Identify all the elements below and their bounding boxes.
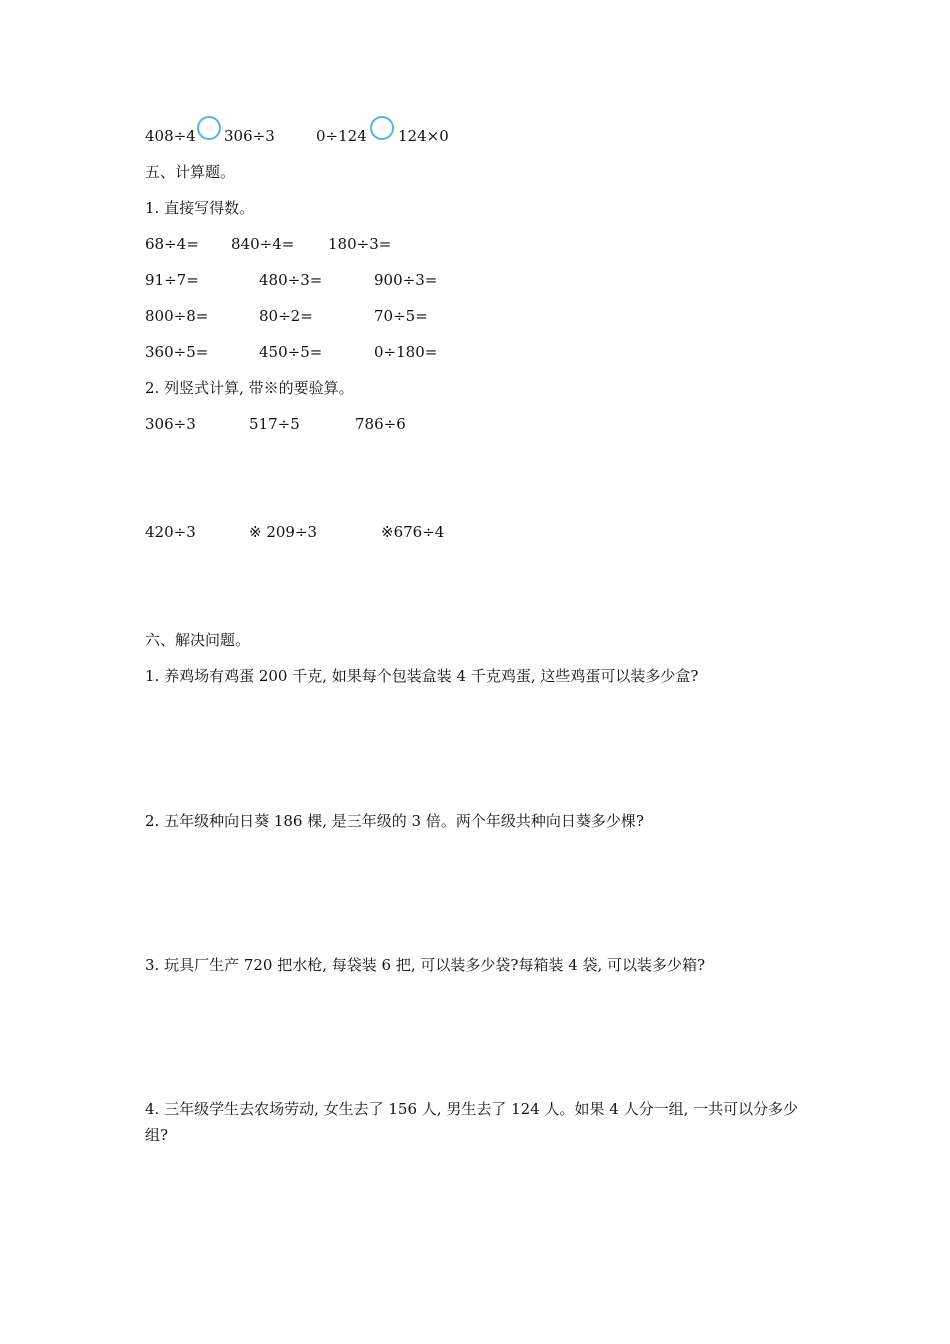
q2-item: ※ 209÷3 xyxy=(249,523,318,541)
q1-item: 80÷2= xyxy=(259,307,313,325)
q1-item: 68÷4= xyxy=(145,235,199,253)
section-5-title: 五、计算题。 xyxy=(145,163,236,181)
problem-3: 3. 玩具厂生产 720 把水枪, 每袋装 6 把, 可以装多少袋?每箱装 4 袋, 可以装多少箱? xyxy=(145,956,706,974)
problem-2: 2. 五年级种向日葵 186 棵, 是三年级的 3 倍。两个年级共种向日葵多少棵? xyxy=(145,812,644,830)
section-6-title: 六、解决问题。 xyxy=(145,631,251,649)
q1-item: 900÷3= xyxy=(374,271,438,289)
compare-right-2: 124×0 xyxy=(398,127,449,145)
q2-item: 786÷6 xyxy=(355,415,406,433)
q2-title: 2. 列竖式计算, 带※的要验算。 xyxy=(145,379,354,397)
q1-item: 360÷5= xyxy=(145,343,209,361)
q2-item: ※676÷4 xyxy=(381,523,445,541)
q2-item: 306÷3 xyxy=(145,415,196,433)
q1-item: 800÷8= xyxy=(145,307,209,325)
compare-left-2: 0÷124 xyxy=(316,127,367,145)
compare-circle-2[interactable] xyxy=(370,116,394,140)
q2-item: 420÷3 xyxy=(145,523,196,541)
q1-item: 180÷3= xyxy=(328,235,392,253)
q1-title: 1. 直接写得数。 xyxy=(145,199,255,217)
q1-item: 91÷7= xyxy=(145,271,199,289)
q2-item: 517÷5 xyxy=(249,415,300,433)
compare-left-1: 408÷4 xyxy=(145,127,196,145)
q1-item: 840÷4= xyxy=(231,235,295,253)
q1-item: 480÷3= xyxy=(259,271,323,289)
q1-item: 70÷5= xyxy=(374,307,428,325)
compare-circle-1[interactable] xyxy=(197,116,221,140)
q1-item: 0÷180= xyxy=(374,343,438,361)
q1-item: 450÷5= xyxy=(259,343,323,361)
problem-1: 1. 养鸡场有鸡蛋 200 千克, 如果每个包装盒装 4 千克鸡蛋, 这些鸡蛋可以装多少盒? xyxy=(145,667,699,685)
problem-4: 4. 三年级学生去农场劳动, 女生去了 156 人, 男生去了 124 人。如果 4 人分一组, 一共可以分多少组? xyxy=(145,1100,799,1144)
compare-right-1: 306÷3 xyxy=(224,127,275,145)
